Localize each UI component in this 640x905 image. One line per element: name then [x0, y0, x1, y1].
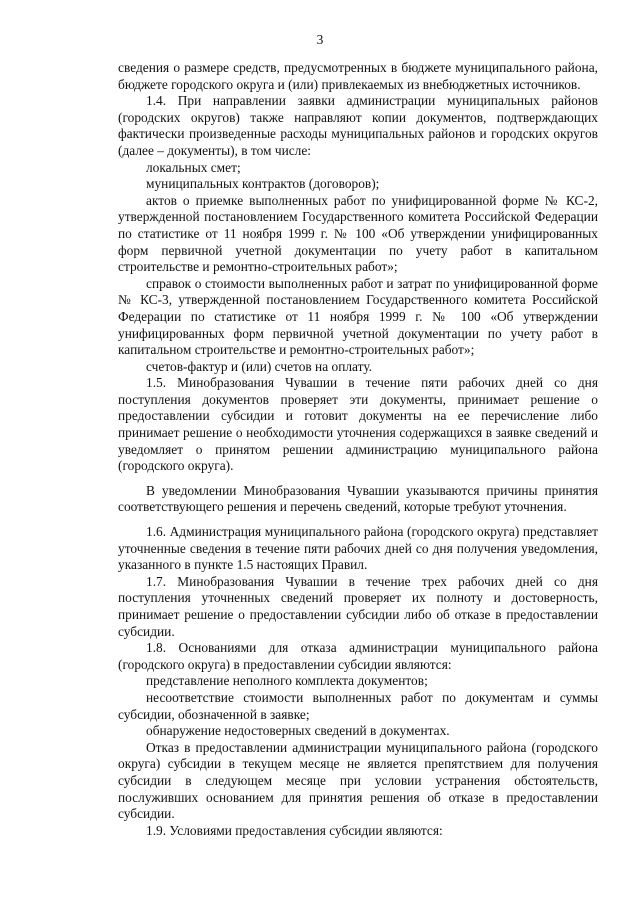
paragraph: Отказ в предоставлении администрации муниципального района (городского округа) субсидии в текущем месяце не является препятствием для получения субсидии в следующем месяце при условии устранения обстоятельств, послуживших основанием для принятия решения об отказе в предоставлении субсидии.: [118, 739, 598, 822]
list-item: счетов-фактур и (или) счетов на оплату.: [146, 358, 373, 374]
list-item: представление неполного комплекта документов;: [146, 673, 428, 689]
list-item: актов о приемке выполненных работ по унифицированной форме № КС-2, утвержденной постановлением Государственного комитета Российской Федерации по статистике от 11 ноября 1999 г. № 100 «Об утверждении унифицированных форм первичной учетной документации по учету работ в капитальном строительстве и ремонтно-строительных работ»;: [118, 192, 598, 275]
document-body: [118, 60, 598, 839]
paragraph: 1.9. Условиями предоставления субсидии являются:: [146, 822, 443, 838]
paragraph: 1.6. Администрация муниципального района (городского округа) представляет уточненные сведения в течение пяти рабочих дней со дня получения уведомления, указанного в пункте 1.5 настоящих Правил.: [118, 524, 598, 573]
list-item: обнаружение недостоверных сведений в документах.: [146, 723, 450, 739]
paragraph: В уведомлении Минобразования Чувашии указываются причины принятия соответствующего решения и перечень сведений, которые требуют уточнения.: [118, 482, 598, 515]
paragraph: 1.8. Основаниями для отказа администрации муниципального района (городского округа) в предоставлении субсидии являются:: [118, 640, 598, 672]
paragraph: сведения о размере средств, предусмотренных в бюджете муниципального района, бюджете городского округа и (или) привлекаемых из внебюджетных источников.: [118, 60, 598, 92]
list-item: справок о стоимости выполненных работ и затрат по унифицированной форме № КС-3, утвержденной постановлением Государственного комитета Российской Федерации по статистике от 11 ноября 1999 г. № 100 «Об утверждении унифицированных форм первичной учетной документации по учету работ в капитальном строительстве и ремонтно-строительных работ»;: [118, 275, 598, 358]
list-item: муниципальных контрактов (договоров);: [146, 176, 380, 192]
paragraph: 1.5. Минобразования Чувашии в течение пяти рабочих дней со дня поступления документов проверяет эти документы, принимает решение о предоставлении субсидии и готовит документы на ее перечисление либо принимает решение о необходимости уточнения содержащихся в заявке сведений и уведомляет о принятом решении администрацию муниципального района (городского округа).: [118, 375, 598, 474]
paragraph: 1.7. Минобразования Чувашии в течение трех рабочих дней со дня поступления уточненных сведений проверяет их полноту и достоверность, принимает решение о предоставлении субсидии либо об отказе в предоставлении субсидии.: [118, 573, 598, 639]
page-number: 3: [316, 32, 324, 47]
list-item: локальных смет;: [146, 159, 241, 175]
list-item: несоответствие стоимости выполненных работ по документам и суммы субсидии, обозначенной в заявке;: [118, 689, 598, 722]
paragraph: 1.4. При направлении заявки администрации муниципальных районов (городских округов) также направляют копии документов, подтверждающих фактически произведенные расходы муниципальных районов и городских округов (далее – документы), в том числе:: [118, 93, 598, 158]
